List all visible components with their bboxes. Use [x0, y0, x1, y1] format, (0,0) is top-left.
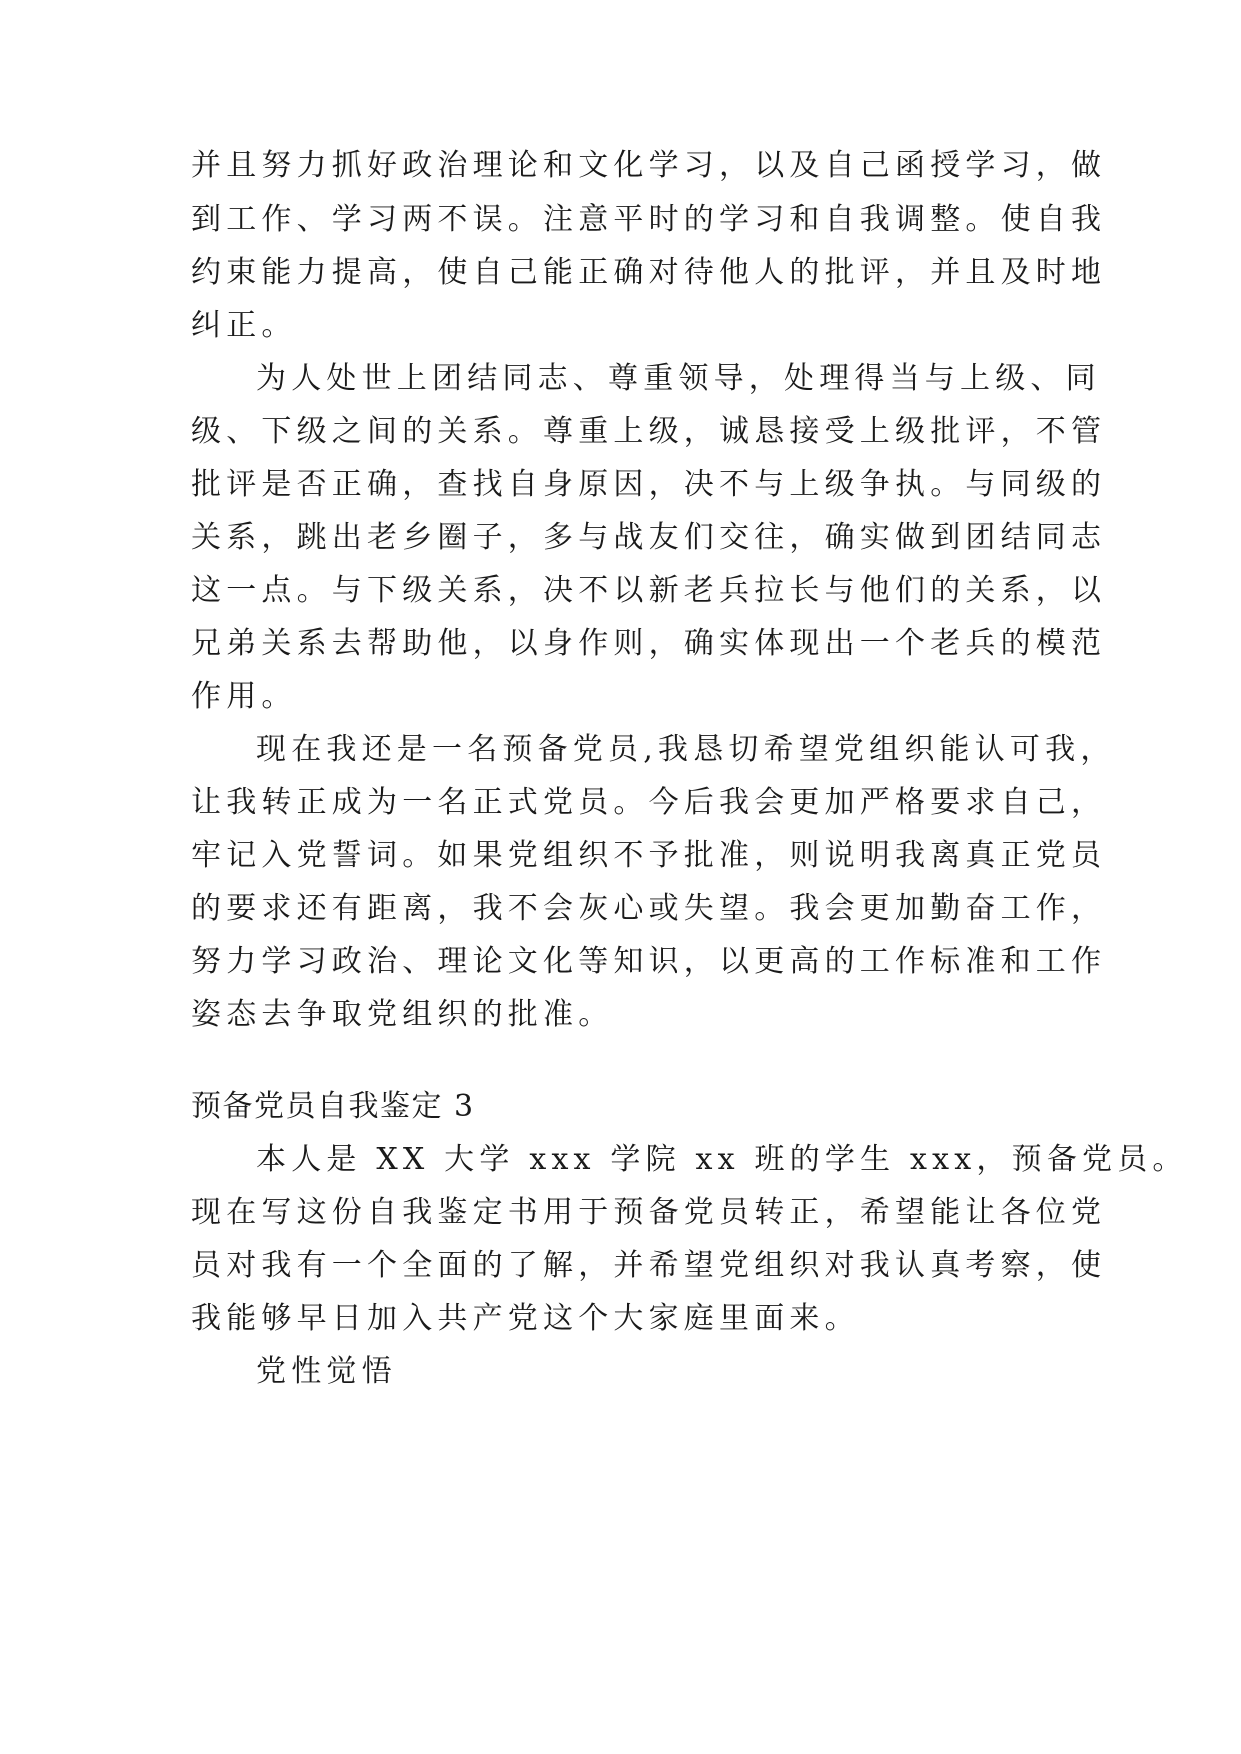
paragraph-1-line-2: 到工作、学习两不误。注意平时的学习和自我调整。使自我 — [191, 202, 1107, 237]
paragraph-4-line-1: 本人是 XX 大学 xxx 学院 xx 班的学生 xxx，预备党员。 — [256, 1142, 1188, 1177]
paragraph-2-line-5: 这一点。与下级关系，决不以新老兵拉长与他们的关系，以 — [191, 573, 1107, 608]
paragraph-3-line-3: 牢记入党誓词。如果党组织不予批准，则说明我离真正党员 — [191, 838, 1107, 873]
paragraph-2-line-7: 作用。 — [191, 679, 297, 714]
paragraph-4-line-3: 员对我有一个全面的了解，并希望党组织对我认真考察，使 — [191, 1248, 1107, 1283]
paragraph-2-line-6: 兄弟关系去帮助他，以身作则，确实体现出一个老兵的模范 — [191, 626, 1107, 661]
paragraph-2-line-1: 为人处世上团结同志、尊重领导，处理得当与上级、同 — [256, 361, 1101, 396]
subheading: 党性觉悟 — [256, 1354, 397, 1389]
paragraph-3-line-5: 努力学习政治、理论文化等知识，以更高的工作标准和工作 — [191, 944, 1107, 979]
paragraph-2-line-2: 级、下级之间的关系。尊重上级，诚恳接受上级批评，不管 — [191, 414, 1107, 449]
paragraph-3-line-1: 现在我还是一名预备党员,我恳切希望党组织能认可我， — [256, 732, 1116, 767]
paragraph-2-line-3: 批评是否正确，查找自身原因，决不与上级争执。与同级的 — [191, 467, 1107, 502]
paragraph-3-line-2: 让我转正成为一名正式党员。今后我会更加严格要求自己， — [191, 785, 1107, 820]
paragraph-1-line-1: 并且努力抓好政治理论和文化学习，以及自己函授学习，做 — [191, 148, 1107, 183]
paragraph-1-line-3: 约束能力提高，使自己能正确对待他人的批评，并且及时地 — [191, 255, 1107, 290]
paragraph-2-line-4: 关系，跳出老乡圈子，多与战友们交往，确实做到团结同志 — [191, 520, 1107, 555]
paragraph-3-line-6: 姿态去争取党组织的批准。 — [191, 997, 614, 1032]
paragraph-1-line-4: 纠正。 — [191, 308, 297, 343]
paragraph-4-line-4: 我能够早日加入共产党这个大家庭里面来。 — [191, 1301, 860, 1336]
section-heading: 预备党员自我鉴定 3 — [191, 1089, 475, 1124]
paragraph-3-line-4: 的要求还有距离，我不会灰心或失望。我会更加勤奋工作， — [191, 891, 1107, 926]
paragraph-4-line-2: 现在写这份自我鉴定书用于预备党员转正，希望能让各位党 — [191, 1195, 1107, 1230]
